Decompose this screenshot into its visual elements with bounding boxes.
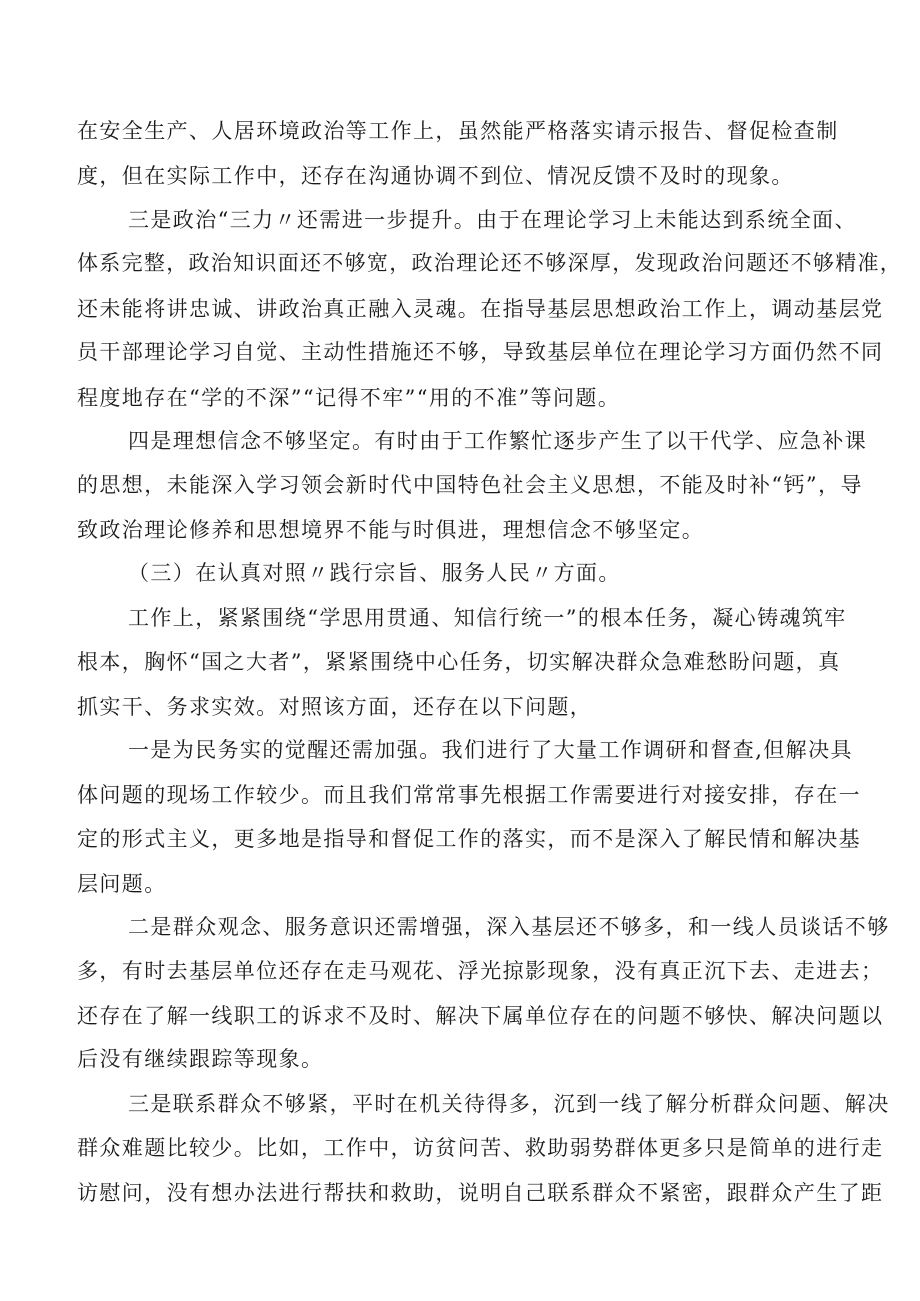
text-line: 三是联系群众不够紧，平时在机关待得多，沉到一线了解分析群众问题、解决 <box>128 1092 890 1116</box>
text-line: 根本，胸怀“国之大者”，紧紧围绕中心任务，切实解决群众急难愁盼问题，真 <box>77 650 841 674</box>
text-line: 多，有时去基层单位还存在走马观花、浮光掠影现象，没有真正沉下去、走进去； <box>77 959 884 983</box>
text-line: 四是理想信念不够坚定。有时由于工作繁忙逐步产生了以干代学、应急补课 <box>128 429 868 453</box>
text-line: 致政治理论修养和思想境界不能与时俱进，理想信念不够坚定。 <box>77 518 705 542</box>
text-line: 群众难题比较少。比如，工作中，访贫问苦、救助弱势群体更多只是简单的进行走 <box>77 1136 884 1160</box>
text-line: 工作上，紧紧围绕“学思用贯通、知信行统一”的根本任务，凝心铸魂筑牢 <box>128 606 847 630</box>
text-line: 层问题。 <box>77 872 167 896</box>
text-line: 体系完整，政治知识面还不够宽，政治理论还不够深厚，发现政治问题还不够精准， <box>77 251 903 275</box>
text-line: 后没有继续跟踪等现象。 <box>77 1047 324 1071</box>
text-line: 在安全生产、人居环境政治等工作上，虽然能严格落实请示报告、督促检查制 <box>77 119 839 143</box>
text-line: 访慰问，没有想办法进行帮扶和救助，说明自己联系群众不紧密，跟群众产生了距 <box>77 1181 884 1205</box>
text-line: 还存在了解一线职工的诉求不及时、解决下属单位存在的问题不够快、解决问题以 <box>77 1004 884 1028</box>
text-line: 度，但在实际工作中，还存在沟通协调不到位、情况反馈不及时的现象。 <box>77 164 794 188</box>
text-line: 体问题的现场工作较少。而且我们常常事先根据工作需要进行对接安排，存在一 <box>77 783 861 807</box>
text-line: 员干部理论学习自觉、主动性措施还不够，导致基层单位在理论学习方面仍然不同 <box>77 340 884 364</box>
text-line: 定的形式主义，更多地是指导和督促工作的落实，而不是深入了解民情和解决基 <box>77 827 861 851</box>
text-line: 二是群众观念、服务意识还需增强，深入基层还不够多，和一线人员谈话不够 <box>128 915 890 939</box>
section-heading: （三）在认真对照〃践行宗旨、服务人民〃方面。 <box>128 561 621 585</box>
text-line: 程度地存在“学的不深”“记得不牢”“用的不准”等问题。 <box>77 386 621 410</box>
text-line: 一是为民务实的觉醒还需加强。我们进行了大量工作调研和督查,但解决具 <box>128 738 853 762</box>
text-line: 抓实干、务求实效。对照该方面，还存在以下问题， <box>77 695 593 719</box>
text-line: 的思想，未能深入学习领会新时代中国特色社会主义思想，不能及时补“钙”，导 <box>77 473 863 497</box>
text-line: 三是政治“三力〃还需进一步提升。由于在理论学习上未能达到系统全面、 <box>128 208 857 232</box>
text-line: 还未能将讲忠诚、讲政治真正融入灵魂。在指导基层思想政治工作上，调动基层党 <box>77 297 884 321</box>
